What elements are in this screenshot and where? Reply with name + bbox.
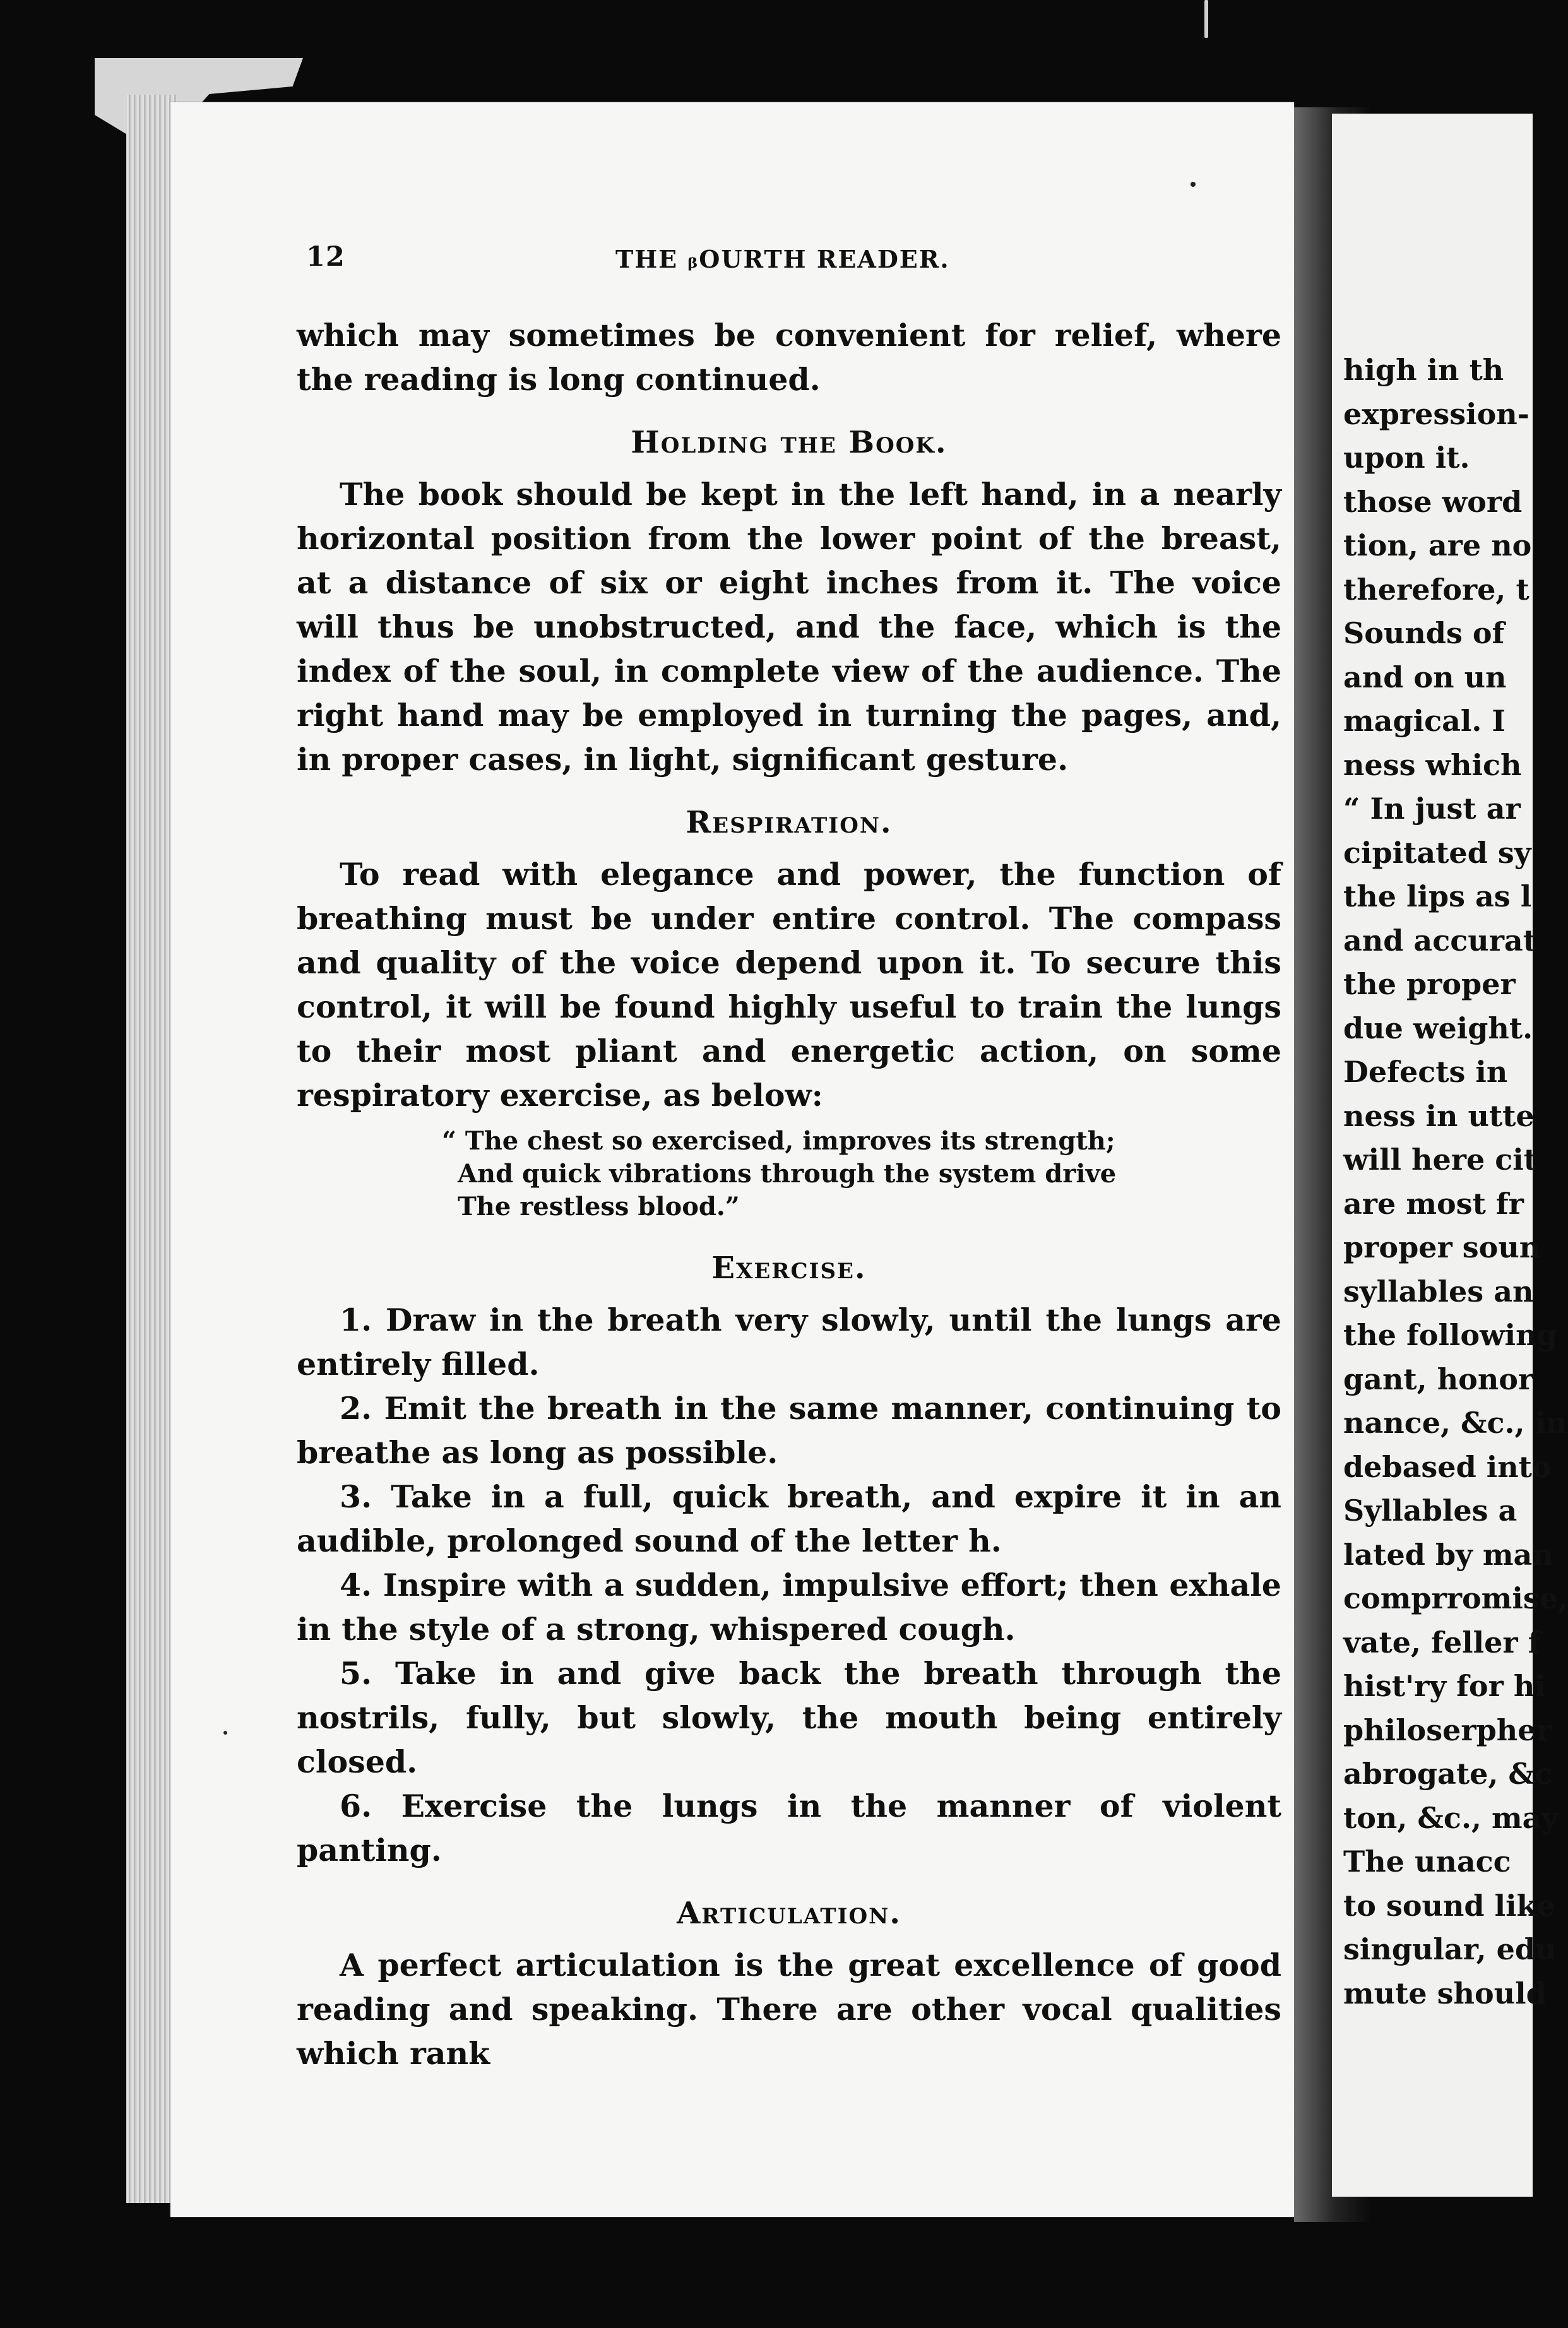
right-line: upon it. xyxy=(1343,441,1470,475)
right-line: ness in utte xyxy=(1343,1098,1535,1133)
exercise-item: 2. Emit the breath in the same manner, continuing to breathe as long as possible. xyxy=(297,1390,1281,1471)
right-line: the proper xyxy=(1343,967,1516,1001)
section-heading-respiration: Respiration. xyxy=(686,805,893,840)
verse-line: “ The chest so exercised, improves its strength; xyxy=(442,1126,1115,1156)
section-heading-holding: Holding the Book. xyxy=(631,425,947,460)
exercise-item: 3. Take in a full, quick breath, and expire it in an audible, prolonged sound of the letter h. xyxy=(297,1478,1281,1559)
right-line: the lips as l xyxy=(1343,879,1532,913)
page-body xyxy=(297,313,1281,2076)
right-line: therefore, t xyxy=(1343,572,1529,607)
right-line: debased into xyxy=(1343,1449,1552,1484)
exercise-item: 4. Inspire with a sudden, impulsive effort; then exhale in the style of a strong, whispered cough. xyxy=(297,1567,1281,1648)
right-line: Syllables a xyxy=(1343,1494,1518,1528)
right-line: abrogate, &c xyxy=(1343,1757,1552,1791)
verse-quote xyxy=(442,1125,1281,1223)
right-line: syllables an xyxy=(1343,1274,1534,1309)
right-line: philoserpher xyxy=(1343,1713,1552,1747)
page-stack-edge xyxy=(126,95,177,2203)
articulation-paragraph: A perfect articulation is the great excellence of good reading and speaking. There are other vocal qualities which rank xyxy=(297,1947,1281,2072)
right-line: and accurat xyxy=(1343,923,1536,958)
right-line: hist'ry for hi xyxy=(1343,1669,1546,1703)
section-heading-articulation: Articulation. xyxy=(677,1896,901,1931)
section-heading-exercise: Exercise. xyxy=(711,1250,867,1286)
ink-speck xyxy=(223,1731,227,1735)
right-line: lated by man xyxy=(1343,1537,1553,1572)
respiration-paragraph: To read with elegance and power, the function of breathing must be under entire control. The compass and quality of the voice depend upon it. To secure this control, it will be found highly useful to train the lungs to their most pliant and energetic action, on some respiratory exercise, as below: xyxy=(297,856,1281,1114)
right-line: The unacc xyxy=(1343,1844,1511,1879)
exercise-item: 6. Exercise the lungs in the manner of violent panting. xyxy=(297,1788,1281,1868)
right-line: and on un xyxy=(1343,660,1507,694)
right-line: will here cit xyxy=(1343,1143,1537,1177)
verse-line: The restless blood.” xyxy=(458,1192,740,1221)
right-line: proper soun xyxy=(1343,1230,1541,1264)
verse-line: And quick vibrations through the system drive xyxy=(458,1159,1117,1189)
right-line: cipitated sy xyxy=(1343,835,1531,870)
right-page xyxy=(1332,114,1568,2197)
right-line: “ In just ar xyxy=(1343,792,1521,826)
right-line: the following xyxy=(1343,1318,1557,1352)
right-line: comprromise, xyxy=(1343,1581,1568,1615)
right-line: expression- xyxy=(1343,396,1529,431)
right-line: to sound like xyxy=(1343,1888,1555,1923)
exercise-item: 5. Take in and give back the breath through the nostrils, fully, but slowly, the mouth being entirely closed. xyxy=(297,1655,1281,1780)
right-line: ton, &c., may xyxy=(1343,1800,1559,1835)
ink-speck xyxy=(1204,0,1208,38)
right-line: tion, are no xyxy=(1343,528,1532,562)
page-number: 12 xyxy=(306,241,345,273)
right-line: mute should xyxy=(1343,1976,1547,2010)
right-line: are most fr xyxy=(1343,1186,1524,1221)
right-line: due weight. xyxy=(1343,1011,1533,1045)
running-title: THE ᵦOURTH READER. xyxy=(615,245,950,273)
intro-paragraph: which may sometimes be convenient for relief, where the reading is long continued. xyxy=(297,317,1281,398)
exercise-item: 1. Draw in the breath very slowly, until the lungs are entirely filled. xyxy=(297,1302,1281,1382)
right-line: gant, honor xyxy=(1343,1362,1534,1396)
ink-speck xyxy=(1191,182,1196,187)
right-line: magical. I xyxy=(1343,704,1506,738)
right-line: high in th xyxy=(1343,353,1504,387)
right-page-text xyxy=(1343,348,1568,2016)
holding-paragraph: The book should be kept in the left hand, in a nearly horizontal position from the lower point of the breast, at a distance of six or eight inches from it. The voice will thus be unobstructed, and the face, which is the index of the soul, in complete view of the audience. The right hand may be employed in turning the pages, and, in proper cases, in light, significant gesture. xyxy=(297,476,1281,778)
right-line: nance, &c., in xyxy=(1343,1406,1567,1440)
right-line: ness which xyxy=(1343,747,1522,782)
right-line: Sounds of xyxy=(1343,616,1505,650)
right-line: singular, edu xyxy=(1343,1932,1557,1966)
right-line: those word xyxy=(1343,484,1523,519)
right-line: vate, feller f xyxy=(1343,1625,1541,1660)
right-line: Defects in xyxy=(1343,1055,1508,1089)
